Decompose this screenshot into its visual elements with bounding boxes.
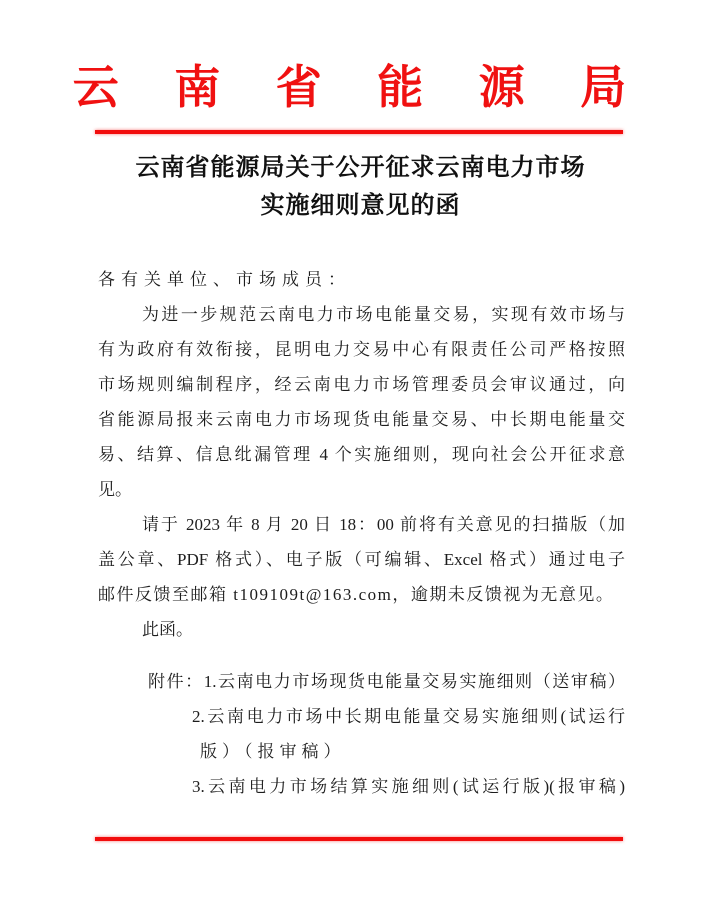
body-line: 请于 2023 年 8 月 20 日 18：00 前将有关意见的扫描版（加: [142, 515, 625, 534]
body-line-email: 邮件反馈至邮箱 t109109t@163.com，逾期未反馈视为无意见。: [98, 585, 615, 604]
body-line: 见。: [98, 480, 132, 499]
attachment-item-1: 1.云南电力市场现货电能量交易实施细则（送审稿）: [203, 672, 626, 691]
body-line: 此函。: [142, 620, 193, 639]
document-title-line2: 实施细则意见的函: [260, 193, 461, 219]
body-line: 有为政府有效衔接，昆明电力交易中心有限责任公司严格按照: [98, 340, 625, 359]
attachments-label: 附件：: [148, 672, 204, 691]
salutation-line: 各有关单位、市场成员：: [98, 270, 351, 289]
body-line: 易、结算、信息纰漏管理 4 个实施细则，现向社会公开征求意: [98, 445, 625, 464]
attachment-item-3: 3.云南电力市场结算实施细则(试运行版)(报审稿): [192, 777, 625, 796]
body-line: 市场规则编制程序，经云南电力市场管理委员会审议通过，向: [98, 375, 625, 394]
letterhead-title: 云 南 省 能 源 局: [72, 62, 649, 113]
attachment-line: [148, 664, 625, 699]
body-line: 盖公章、PDF 格式）、电子版（可编辑、Excel 格式）通过电子: [98, 550, 625, 569]
body-line: 为进一步规范云南电力市场电能量交易，实现有效市场与: [142, 305, 625, 324]
attachment-item-2: 2.云南电力市场中长期电能量交易实施细则(试运行: [192, 707, 625, 726]
attachments-section: [148, 664, 625, 804]
attachment-item-2-continued: 版）（报审稿）: [200, 742, 346, 761]
attachment-line: [200, 734, 625, 769]
letterhead-divider: [95, 130, 623, 134]
attachment-line: [192, 769, 625, 804]
document-title-line1: 云南省能源局关于公开征求云南电力市场: [135, 155, 586, 181]
page-footer-divider: [95, 837, 623, 841]
document-title: [0, 149, 721, 225]
body-line: 省能源局报来云南电力市场现货电能量交易、中长期电能量交: [98, 410, 625, 429]
attachment-line: [192, 699, 625, 734]
document-body: [98, 262, 625, 647]
